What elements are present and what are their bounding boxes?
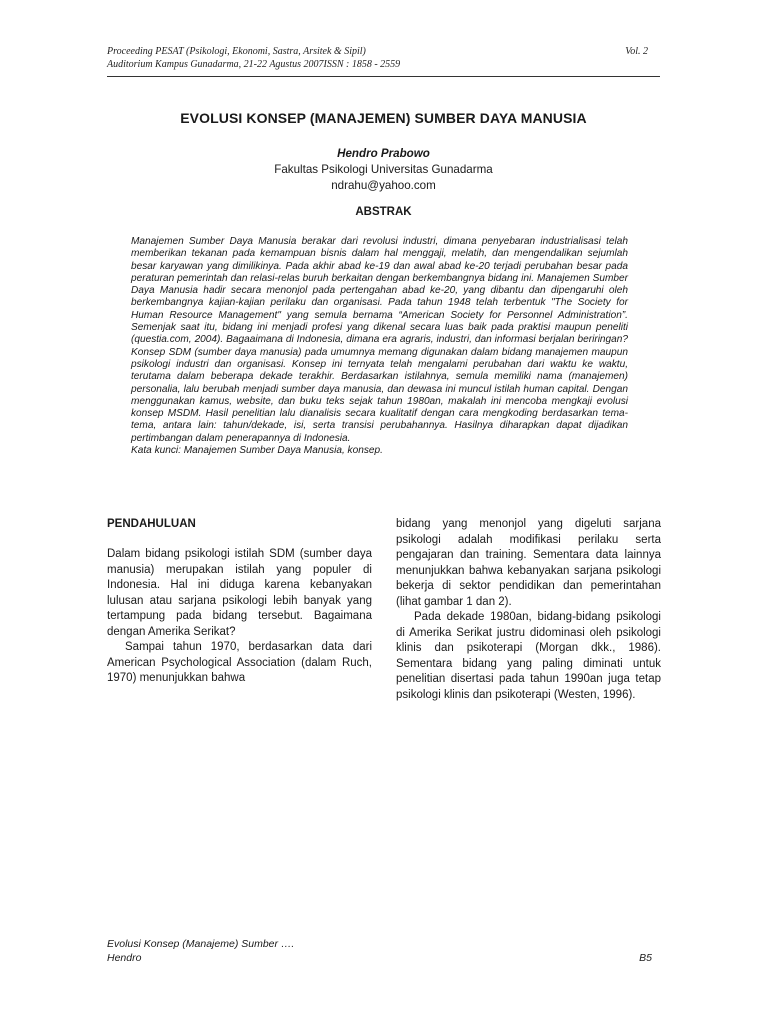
left-column <box>107 517 372 687</box>
header-divider <box>107 76 660 77</box>
header-venue: Auditorium Kampus Gunadarma, 21-22 Agustus 2007ISSN : 1858 - 2559 <box>107 59 401 70</box>
abstract-body: Manajemen Sumber Daya Manusia berakar dari revolusi industri, dimana penyebaran industrialisasi telah memberikan tekanan pada kemampuan bisnis dalam hal menggaji, melatih, dan mengendalikan sejumlah besar karyawan yang dimilikinya. Pada akhir abad ke-19 dan awal abad ke-20 terjadi perubahan besar pada peraturan pemerintah dan relasi-relas buruh berkaitan dengan berkembangnya bidang ini. Manajemen Sumber Daya Manusia hadir secara menonjol pada pertengahan abad ke-20, yang dibantu dan dipengaruhi oleh berkembangnya kajian-kajian perilaku dan organisasi. Pada tahun 1948 telah terbentuk "The Society for Human Resource Management" yang semula bernama “American Society for Personnel Administration”. Semenjak saat itu, bidang ini menjadi profesi yang dikenal secara luas baik pada praktisi maupun peneliti (questia.com, 2004). Bagaaimana di Indonesia, dimana era agraris, industri, dan informasi berjalan beriringan? Konsep SDM (sumber daya manusia) pada umumnya memang digunakan dalam bidang manajemen maupun psikologi industri dan organisasi. Konsep ini ternyata telah mengalami perubahan dari waktu ke waktu, terutama dalam beberapa dekade terakhir. Berdasarkan istilahnya, semula memiliki nama (manajemen) personalia, lalu berubah menjadi sumber daya manusia, dan dewasa ini muncul istilah human capital. Dengan menggunakan kamus, website, dan buku teks sejak tahun 1980an, makalah ini mencoba mengkaji evolusi konsep MSDM. Hasil penelitian lalu dianalisis secara kualitatif dengan cara mengkoding berdasarkan tema-tema, antara lain: tahun/dekade, isi, serta transisi perubahannya. Hasilnya diharapkan dapat dijadikan pertimbangan dalam penerapannya di Indonesia. <box>131 236 628 444</box>
right-column <box>396 517 661 703</box>
section-heading: PENDAHULUAN <box>107 518 196 530</box>
paragraph: Dalam bidang psikologi istilah SDM (sumber daya manusia) merupakan istilah yang populer di Indonesia. Hal ini diduga karena kebanyakan lulusan atau sarjana psikologi lebih banyak yang tertampung pada bidang tersebut. Bagaimana dengan Amerika Serikat? <box>107 548 372 638</box>
author-email: ndrahu@yahoo.com <box>331 179 436 192</box>
footer-author: Hendro <box>107 952 142 964</box>
abstract-keywords: Kata kunci: Manajemen Sumber Daya Manusia, konsep. <box>131 445 383 457</box>
author-affiliation: Fakultas Psikologi Universitas Gunadarma <box>274 163 493 176</box>
running-footer <box>107 937 652 965</box>
author-name: Hendro Prabowo <box>337 147 430 160</box>
header-proceeding: Proceeding PESAT (Psikologi, Ekonomi, Sastra, Arsitek & Sipil) <box>107 46 366 57</box>
running-header <box>107 45 660 71</box>
paragraph: Pada dekade 1980an, bidang-bidang psikologi di Amerika Serikat justru didominasi oleh psikologi klinis dan psikoterapi (Morgan dkk., 1986). Sementara bidang yang paling diminati untuk penelitian disertasi pada tahun 1990an juga tetap psikologi klinis dan psikoterapi (Westen, 1996). <box>396 611 661 701</box>
abstract-block <box>131 236 628 457</box>
footer-title: Evolusi Konsep (Manajeme) Sumber …. <box>107 938 295 950</box>
author-block <box>107 146 660 194</box>
paragraph: bidang yang menonjol yang digeluti sarjana psikologi adalah modifikasi perilaku serta pengajaran dan training. Sementara data lainnya menunjukkan bahwa kebanyakan sarjana psikologi bekerja di sektor pendidikan dan pemerintahan (lihat gambar 1 dan 2). <box>396 518 661 608</box>
paper-title: EVOLUSI KONSEP (MANAJEMEN) SUMBER DAYA MANUSIA <box>180 110 587 126</box>
paragraph: Sampai tahun 1970, berdasarkan data dari American Psychological Association (dalam Ruch, 1970) menunjukkan bahwa <box>107 641 372 684</box>
abstract-heading: ABSTRAK <box>355 206 412 218</box>
page-number: B5 <box>639 952 652 964</box>
header-volume: Vol. 2 <box>625 46 648 57</box>
